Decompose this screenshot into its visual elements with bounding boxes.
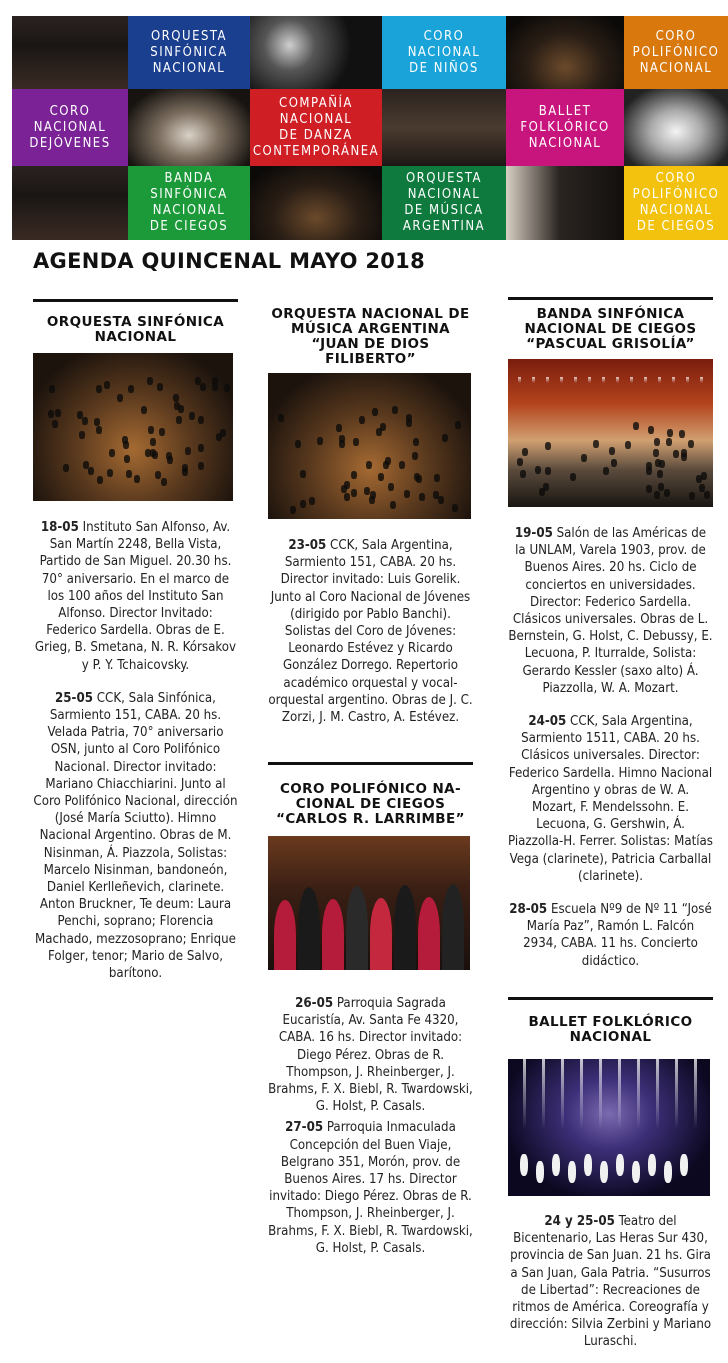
banner-photo-stage xyxy=(128,89,250,166)
event-text: Instituto San Alfonso, Av. San Martín 2248, Bella Vista, Partido de San Miguel. 20.30 hs. 70° aniversario. En el marco de los 100 años del Instituto San Alfonso. Director Invitado: Federico Sardella. Obras de E. Grieg, B. Smetana, N. R. Kórsakov y P. Y. Tchaicovsky. xyxy=(34,520,237,673)
stage-light xyxy=(574,377,577,383)
musician-figure xyxy=(455,421,461,429)
event-text: Parroquia Inmaculada Concepción del Buen Viaje, Belgrano 351, Morón, prov. de Buenos Aires. 17 hs. Director invitado: Diego Pérez. Obras de R. Thompson, J. Rheinberger, J. Brahms, F. X. Biebl, R. Twardowski, G. Holst, P. Casals. xyxy=(268,1120,473,1256)
musician-figure xyxy=(520,470,526,478)
event-date: 25-05 xyxy=(55,690,93,706)
stage-light xyxy=(588,377,591,383)
stage-light xyxy=(656,1059,659,1129)
banner-tile-coro-jovenes xyxy=(12,89,128,166)
event-date: 24-05 xyxy=(528,714,567,730)
musician-figure xyxy=(654,438,660,446)
musician-figure xyxy=(648,426,654,434)
section-ballet xyxy=(508,997,713,1351)
musician-figure xyxy=(189,412,195,420)
event-date: 24 y 25-05 xyxy=(544,1214,615,1229)
musician-figure xyxy=(339,435,345,443)
musician-figure xyxy=(406,419,412,427)
musician-figure xyxy=(166,452,172,460)
musician-figure xyxy=(609,447,615,455)
musician-figure xyxy=(55,409,61,417)
musician-figure xyxy=(704,491,710,499)
dancer-figure xyxy=(632,1161,640,1183)
section-divider xyxy=(508,997,713,1000)
stage-light xyxy=(546,377,549,383)
banner-photo-band xyxy=(382,89,506,166)
event-item xyxy=(268,1119,473,1257)
event-text: Salón de las Américas de la UNLAM, Varela 1903, prov. de Buenos Aires. 20 hs. Ciclo de conciertos en universidades. Director: Federico Sardella. Clásicos universales. Obras de L. Bernstein, G. Holst, C. Debussy, E. Lecuona, P. Iturralde, Solista: Gerardo Kessler (saxo alto) Á. Piazzolla, W. A. Mozart. xyxy=(508,526,713,696)
musician-figure xyxy=(383,461,389,469)
musician-figure xyxy=(452,504,458,512)
section-divider xyxy=(508,297,713,300)
stage-light xyxy=(618,1059,621,1129)
event-text: Escuela Nº9 de Nº 11 “José María Paz”, Ramón L. Falcón 2934, CABA. 11 hs. Concierto didáctico. xyxy=(523,902,712,969)
event-text: CCK, Sala Argentina, Sarmiento 151, CABA. 20 hs. Director invitado: Luis Gorelik. Junto al Coro Nacional de Jóvenes (dirigido por Pablo Banchi). Solistas del Coro de Jóvenes: Leonardo Estévez y Ricardo González Dorrego. Repertorio académico orquestal y vocal-orquestal argentino. Obras de J. C. Zorzi, J. M. Castro, A. Estévez. xyxy=(268,538,473,726)
musician-figure xyxy=(378,473,384,481)
dancer-figure xyxy=(616,1154,624,1176)
banner-tile-osn xyxy=(128,16,250,89)
musician-figure xyxy=(522,448,528,456)
musician-figure xyxy=(128,385,134,393)
musician-figure xyxy=(117,394,123,402)
musician-figure xyxy=(134,475,140,483)
stage-light xyxy=(580,1059,583,1129)
dancer-figure xyxy=(680,1154,688,1176)
musician-figure xyxy=(625,441,631,449)
dancer-figure xyxy=(536,1161,544,1183)
stage-light xyxy=(658,377,661,383)
header-banner xyxy=(12,16,728,240)
musician-figure xyxy=(174,402,180,410)
banner-photo-dance xyxy=(250,16,382,89)
event-item xyxy=(508,713,713,885)
musician-figure xyxy=(173,394,179,402)
musician-figure xyxy=(224,384,230,392)
musician-figure xyxy=(696,475,702,483)
musician-figure xyxy=(97,476,103,484)
musician-figure xyxy=(124,455,130,463)
banner-label: COMPAÑÍA NACIONAL DE DANZA CONTEMPORÁNEA xyxy=(252,95,380,159)
banner-tile-coro-polifonico xyxy=(624,16,728,89)
musician-figure xyxy=(416,475,422,483)
event-item xyxy=(33,519,238,674)
musician-figure xyxy=(653,449,659,457)
musician-figure xyxy=(412,452,418,460)
event-item xyxy=(268,995,473,1115)
musician-figure xyxy=(370,491,376,499)
musician-figure xyxy=(317,437,323,445)
dancer-figure xyxy=(520,1154,528,1176)
banner-photo-orchestra xyxy=(12,16,128,89)
musician-figure xyxy=(49,385,55,393)
musician-figure xyxy=(344,481,350,489)
musician-figure xyxy=(392,406,398,414)
stage-light xyxy=(700,377,703,383)
dancer-figure xyxy=(552,1154,560,1176)
musician-figure xyxy=(404,490,410,498)
musician-figure xyxy=(96,426,102,434)
musician-figure xyxy=(220,429,226,437)
musician-figure xyxy=(372,408,378,416)
singer-figure xyxy=(346,886,368,970)
stage-light xyxy=(561,1059,564,1129)
stage-light xyxy=(686,377,689,383)
singer-figure xyxy=(394,885,416,970)
stage-light xyxy=(560,377,563,383)
banner-tile-danza xyxy=(250,89,382,166)
stage-light xyxy=(532,377,535,383)
section-banda xyxy=(508,297,713,970)
musician-figure xyxy=(182,468,188,476)
section-divider xyxy=(33,299,238,302)
banner-tile-musica-argentina xyxy=(382,166,506,240)
musician-figure xyxy=(517,458,523,466)
section-title: BALLET FOLKLÓRICO NACIONAL xyxy=(528,1014,693,1045)
musician-figure xyxy=(539,488,545,496)
singer-figure xyxy=(274,900,296,970)
stage-light xyxy=(518,377,521,383)
event-item xyxy=(508,525,713,697)
banner-photo-concert xyxy=(250,166,382,240)
musician-figure xyxy=(198,416,204,424)
musician-figure xyxy=(344,493,350,501)
section-title: ORQUESTA SINFÓNICA NACIONAL xyxy=(46,314,225,345)
stage-light xyxy=(602,377,605,383)
musician-figure xyxy=(150,438,156,446)
banner-label: BALLET FOLKLÓRICO NACIONAL xyxy=(520,103,610,151)
musician-figure xyxy=(94,418,100,426)
musician-figure xyxy=(148,426,154,434)
musician-figure xyxy=(667,429,673,437)
musician-figure xyxy=(278,414,284,422)
stage-light xyxy=(599,1059,602,1129)
banner-label: ORQUESTA NACIONAL DE MÚSICA ARGENTINA xyxy=(402,171,486,234)
section-title: ORQUESTA NACIONAL DE MÚSICA ARGENTINA “JUAN DE DIOS FILIBERTO” xyxy=(271,306,470,367)
musician-figure xyxy=(157,383,163,391)
musician-figure xyxy=(104,381,110,389)
musician-figure xyxy=(176,416,182,424)
ballet-photo xyxy=(508,1059,710,1196)
musician-figure xyxy=(545,467,551,475)
stage-light xyxy=(675,1059,678,1129)
dancer-figure xyxy=(664,1161,672,1183)
musician-figure xyxy=(679,430,685,438)
event-date: 18-05 xyxy=(40,520,79,535)
musician-figure xyxy=(701,472,707,480)
musician-figure xyxy=(535,466,541,474)
dancer-figure xyxy=(600,1161,608,1183)
musician-figure xyxy=(646,462,652,470)
musician-figure xyxy=(200,383,206,391)
banner-tile-coro-ninos xyxy=(382,16,506,89)
event-date: 28-05 xyxy=(509,902,548,918)
musician-figure xyxy=(359,416,365,424)
singer-figure xyxy=(322,899,344,970)
musician-figure xyxy=(351,489,357,497)
musician-figure xyxy=(434,474,440,482)
coro-ciegos-photo xyxy=(268,836,470,970)
onma-photo xyxy=(268,373,471,519)
musician-figure xyxy=(688,440,694,448)
musician-figure xyxy=(699,484,705,492)
musician-figure xyxy=(107,469,113,477)
musician-figure xyxy=(300,500,306,508)
musician-figure xyxy=(141,406,147,414)
banner-label: BANDA SINFÓNICA NACIONAL DE CIEGOS xyxy=(149,171,229,234)
musician-figure xyxy=(122,436,128,444)
musician-figure xyxy=(366,461,372,469)
event-item xyxy=(33,690,238,982)
musician-figure xyxy=(658,483,664,491)
musician-figure xyxy=(388,483,394,491)
musician-figure xyxy=(48,410,54,418)
dancer-figure xyxy=(648,1154,656,1176)
musician-figure xyxy=(364,487,370,495)
stage-light xyxy=(616,377,619,383)
banner-tile-banda xyxy=(128,166,250,240)
musician-figure xyxy=(438,496,444,504)
dancer-figure xyxy=(584,1154,592,1176)
musician-figure xyxy=(442,434,448,442)
musician-figure xyxy=(82,417,88,425)
musician-figure xyxy=(657,470,663,478)
musician-figure xyxy=(300,470,306,478)
section-divider xyxy=(268,762,473,765)
musician-figure xyxy=(295,440,301,448)
banner-photo-choir xyxy=(12,166,128,240)
section-title: CORO POLIFÓNICO NA- CIONAL DE CIEGOS “CARLOS R. LARRIMBE” xyxy=(276,781,465,827)
musician-figure xyxy=(570,473,576,481)
event-date: 26-05 xyxy=(295,996,334,1011)
musician-figure xyxy=(109,449,115,457)
musician-figure xyxy=(145,449,151,457)
musician-figure xyxy=(52,420,58,428)
event-text: Teatro del Bicentenario, Las Heras Sur 430, provincia de San Juan. 21 hs. Gira a San Juan, Gala Patria. “Susurros de Libertad”: Recreaciones de ritmos de América. Coreografía y dirección: Silvia Zerbini y Mariano Luraschi. xyxy=(509,1214,712,1350)
musician-figure xyxy=(198,462,204,470)
musician-figure xyxy=(159,428,165,436)
musician-figure xyxy=(681,453,687,461)
event-date: 19-05 xyxy=(514,526,553,541)
dancer-figure xyxy=(568,1161,576,1183)
musician-figure xyxy=(351,471,357,479)
stage-light xyxy=(523,1059,526,1129)
musician-figure xyxy=(659,460,665,468)
musician-figure xyxy=(380,423,386,431)
banda-photo xyxy=(508,359,713,507)
musician-figure xyxy=(633,422,639,430)
event-date: 23-05 xyxy=(288,538,327,553)
stage-light xyxy=(644,377,647,383)
banner-photo-ballet xyxy=(624,89,728,166)
banner-photo-conductor xyxy=(506,166,624,240)
musician-figure xyxy=(79,431,85,439)
singer-figure xyxy=(298,887,320,970)
musician-figure xyxy=(126,470,132,478)
musician-figure xyxy=(290,506,296,514)
singer-figure xyxy=(442,884,464,970)
musician-figure xyxy=(545,442,551,450)
musician-figure xyxy=(664,489,670,497)
musician-figure xyxy=(336,424,342,432)
musician-figure xyxy=(593,440,599,448)
musician-figure xyxy=(603,467,609,475)
stage-light xyxy=(672,377,675,383)
event-text: CCK, Sala Argentina, Sarmiento 1511, CABA. 20 hs. Clásicos universales. Director: Federico Sardella. Himno Nacional Argentino y obras de W. A. Mozart, F. Mendelssohn. E. Lecuona, G. Gershwin, Á. Piazzolla-H. Ferrer. Solistas: Matías Vega (clarinete), Patricia Carballal (clarinete). xyxy=(508,714,713,884)
singer-figure xyxy=(370,898,392,970)
musician-figure xyxy=(212,383,218,391)
musician-figure xyxy=(689,492,695,500)
musician-figure xyxy=(419,493,425,501)
event-item xyxy=(508,1213,713,1351)
musician-figure xyxy=(147,377,153,385)
musician-figure xyxy=(88,467,94,475)
musician-figure xyxy=(152,451,158,459)
musician-figure xyxy=(198,444,204,452)
stage-light xyxy=(694,1059,697,1129)
musician-figure xyxy=(96,385,102,393)
musician-figure xyxy=(413,438,419,446)
musician-figure xyxy=(654,491,660,499)
banner-label: CORO NACIONAL DEJÓVENES xyxy=(29,103,111,151)
section-osn xyxy=(33,299,238,982)
banner-tile-ballet xyxy=(506,89,624,166)
musician-figure xyxy=(666,438,672,446)
stage-light xyxy=(542,1059,545,1129)
stage-light xyxy=(630,377,633,383)
section-title: BANDA SINFÓNICA NACIONAL DE CIEGOS “PASCUAL GRISOLÍA” xyxy=(524,306,697,352)
event-text: Parroquia Sagrada Eucaristía, Av. Santa Fe 4320, CABA. 16 hs. Director invitado: Diego Pérez. Obras de R. Thompson, J. Rheinberger, J. Brahms, F. X. Biebl, R. Twardowski, G. Holst, P. Casals. xyxy=(268,996,473,1115)
singer-figure xyxy=(418,897,440,970)
musician-figure xyxy=(399,461,405,469)
osn-photo xyxy=(33,353,233,501)
event-item xyxy=(508,901,713,970)
banner-label: ORQUESTA SINFÓNICA NACIONAL xyxy=(150,28,228,76)
musician-figure xyxy=(353,438,359,446)
banner-photo-hall xyxy=(506,16,624,89)
musician-figure xyxy=(673,450,679,458)
banner-label: CORO POLIFÓNICO NACIONAL DE CIEGOS xyxy=(632,171,720,234)
musician-figure xyxy=(309,497,315,505)
event-date: 27-05 xyxy=(285,1120,324,1136)
stage-light xyxy=(637,1059,640,1129)
musician-figure xyxy=(161,478,167,486)
musician-figure xyxy=(581,454,587,462)
musician-figure xyxy=(611,459,617,467)
section-onma xyxy=(268,299,473,726)
banner-tile-coro-ciegos xyxy=(624,166,728,240)
musician-figure xyxy=(185,447,191,455)
event-text: CCK, Sala Sinfónica, Sarmiento 151, CABA. 20 hs. Velada Patria, 70° aniversario OSN, junto al Coro Polifónico Nacional. Director invitado: Mariano Chiacchiarini. Junto al Coro Polifónico Nacional, dirección (José María Sciutto). Himno Nacional Argentino. Obras de M. Nisinman, Á. Piazzola, Solistas: Marcelo Nisinman, bandoneón, Daniel Kerlleñevich, clarinete. Anton Bruckner, Te deum: Laura Penchi, soprano; Florencia Machado, mezzosoprano; Enrique Folger, tenor; Mario de Salvo, barítono. xyxy=(33,690,238,982)
banner-label: CORO NACIONAL DE NIÑOS xyxy=(407,28,481,76)
page-title: AGENDA QUINCENAL MAYO 2018 xyxy=(33,249,425,273)
musician-figure xyxy=(63,464,69,472)
musician-figure xyxy=(155,471,161,479)
musician-figure xyxy=(390,501,396,509)
banner-label: CORO POLIFÓNICO NACIONAL xyxy=(632,28,720,76)
section-coro-ciegos xyxy=(268,762,473,1257)
musician-figure xyxy=(646,485,652,493)
event-item xyxy=(268,537,473,726)
